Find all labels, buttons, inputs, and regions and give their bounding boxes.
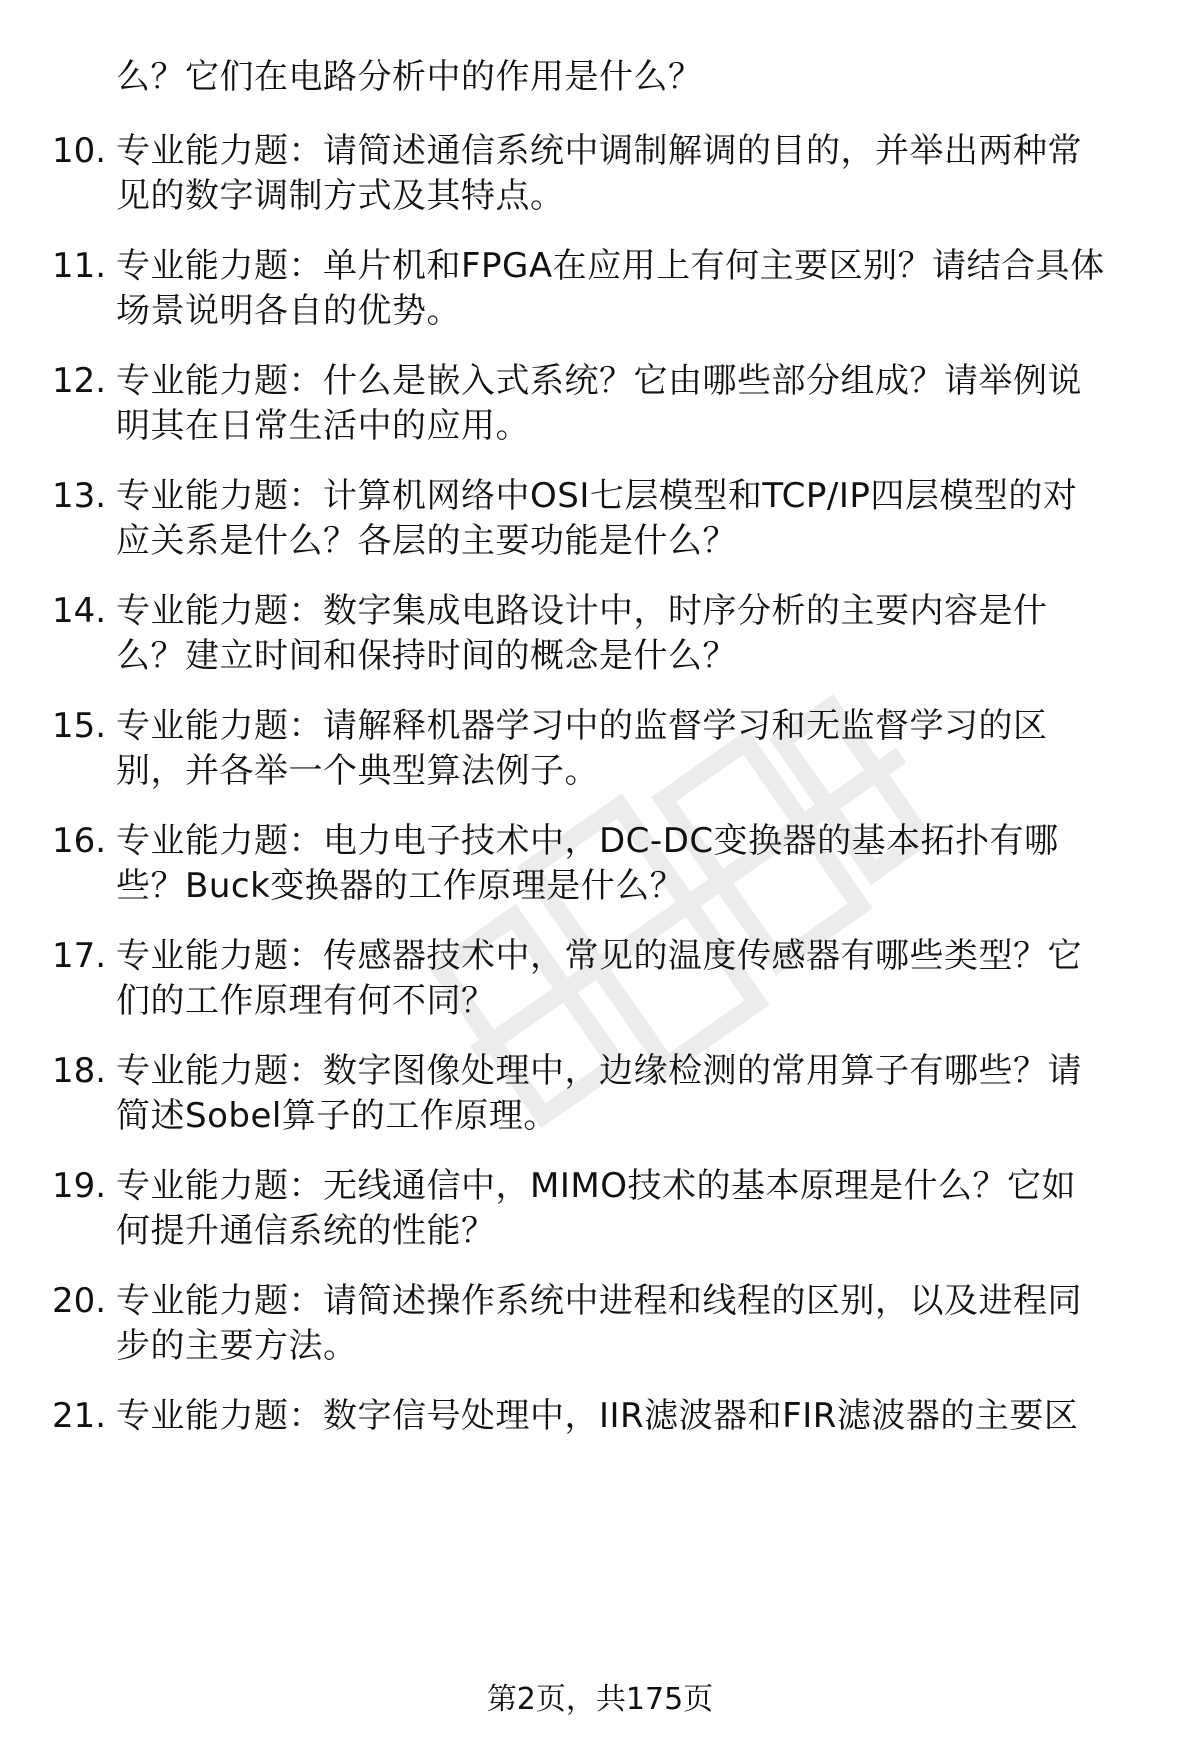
question-text-line: 何提升通信系统的性能？: [116, 1211, 496, 1251]
question-text-line: 专业能力题：电力电子技术中，DC-DC变换器的基本拓扑有哪: [116, 821, 1059, 861]
question-number: 10.: [52, 131, 107, 171]
question-text-line: 步的主要方法。: [116, 1326, 358, 1366]
question-text-line: 场景说明各自的优势。: [116, 291, 461, 331]
question-text-line: 专业能力题：数字信号处理中，IIR滤波器和FIR滤波器的主要区: [116, 1396, 1079, 1436]
question-number: 19.: [52, 1166, 107, 1206]
question-text-line: 专业能力题：请简述操作系统中进程和线程的区别，以及进程同: [116, 1281, 1082, 1321]
question-number: 21.: [52, 1396, 107, 1436]
question-text-line: 些？Buck变换器的工作原理是什么？: [116, 866, 685, 906]
question-text-line: 专业能力题：计算机网络中OSI七层模型和TCP/IP四层模型的对: [116, 476, 1078, 516]
question-text-line: 专业能力题：请简述通信系统中调制解调的目的，并举出两种常: [116, 131, 1082, 171]
question-text-line: 专业能力题：传感器技术中，常见的温度传感器有哪些类型？它: [116, 936, 1082, 976]
question-number: 12.: [52, 361, 107, 401]
question-number: 17.: [52, 936, 107, 976]
question-text-line: 明其在日常生活中的应用。: [116, 406, 530, 446]
question-text-line: 专业能力题：数字集成电路设计中，时序分析的主要内容是什: [116, 591, 1048, 631]
question-text-line: 简述Sobel算子的工作原理。: [116, 1096, 558, 1136]
question-text-line: 见的数字调制方式及其特点。: [116, 176, 565, 216]
question-number: 16.: [52, 821, 107, 861]
question-number: 14.: [52, 591, 107, 631]
question-number: 11.: [52, 246, 107, 286]
question-text-line: 专业能力题：数字图像处理中，边缘检测的常用算子有哪些？请: [116, 1051, 1082, 1091]
question-text-line: 专业能力题：无线通信中，MIMO技术的基本原理是什么？它如: [116, 1166, 1076, 1206]
question-text-line: 专业能力题：单片机和FPGA在应用上有何主要区别？请结合具体: [116, 246, 1105, 286]
question-number: 13.: [52, 476, 107, 516]
question-text-line: 应关系是什么？各层的主要功能是什么？: [116, 521, 737, 561]
question-text-line: 专业能力题：请解释机器学习中的监督学习和无监督学习的区: [116, 706, 1048, 746]
question-text-line: 们的工作原理有何不同？: [116, 981, 496, 1021]
question-number: 20.: [52, 1281, 107, 1321]
question-text-line: 么？建立时间和保持时间的概念是什么？: [116, 636, 737, 676]
question-number: 18.: [52, 1051, 107, 1091]
question-number: 15.: [52, 706, 107, 746]
page-footer: 第2页，共175页: [486, 1682, 714, 1717]
continued-question-text: 么？它们在电路分析中的作用是什么？: [116, 57, 703, 97]
question-text-line: 专业能力题：什么是嵌入式系统？它由哪些部分组成？请举例说: [116, 361, 1082, 401]
question-text-line: 别，并各举一个典型算法例子。: [116, 751, 599, 791]
